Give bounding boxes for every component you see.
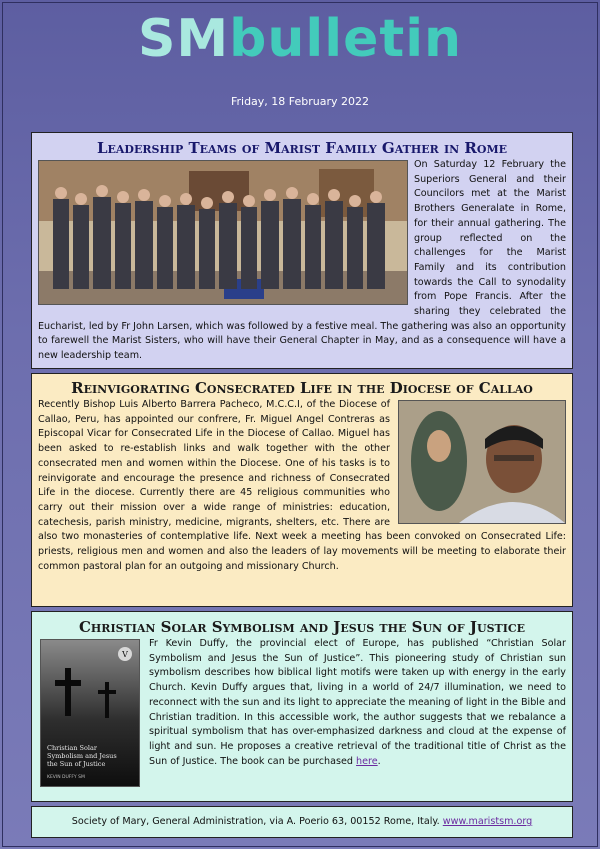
article-title: Christian Solar Symbolism and Jesus the Sun of Justice — [78, 618, 526, 636]
issue-date: Friday, 18 February 2022 — [230, 95, 370, 108]
masthead-bulletin: bulletin — [229, 9, 463, 69]
article-body: Recently Bishop Luis Alberto Barrera Pacheco, M.C.C.I, of the Diocese of Callao, Peru, has appointed our confrere, Fr. Miguel Angel Contreras as Episcopal Vicar for Consecrated Life in the Diocese of Callao. Miguel has been asked to re-establish links and walk together with the other consecrated men and women within the Diocese. One of his tasks is to reinvigorate and encourage the presence and richness of Consecrated Life in the diocese. Currently there are 45 religious communities who carry out their mission over a wide range of ministries: education, catechesis, parish ministry, medicine, migrants, shelters, etc. There are also two monasteries of contemplative life. Next week a meeting has been convoked on Consecrated Life: priests, religious men and women and also the leaders of lay movements will be meeting to elaborate their common pastoral plan for an outgoing and missionary Church. — [38, 399, 566, 572]
article-consecrated-life — [31, 373, 573, 607]
article-title: Leadership Teams of Marist Family Gather in Rome — [96, 139, 508, 157]
website-link[interactable]: www.maristsm.org — [442, 816, 533, 827]
article-body-text: Fr Kevin Duffy, the provincial elect of Europe, has published “Christian Solar Symbolism and Jesus the Sun of Justice”. This pioneering study of Christian sun symbolism describes how biblical light motifs were taken up with energy in the early Church. Kevin Duffy argues that, living in a world of 24/7 illumination, we need to reconnect with the sun and its light to appreciate the meaning of light in the Bible and Christian tradition. In this accessible work, the author suggests that we rebalance a spiritual symbolism that has over-emphasized darkness and cloud at the expense of light and sun. He proposes a creative retrieval of the traditional title of Christ as the Sun of Justice. The book can be purchased — [149, 638, 566, 767]
purchase-link[interactable]: here — [356, 755, 378, 767]
group-photo — [38, 160, 408, 305]
book-cover — [40, 639, 140, 787]
cover-title-line2: Symbolism and Jesus — [47, 752, 117, 760]
cover-author: KEVIN DUFFY SM — [47, 775, 85, 780]
cover-title-line1: Christian Solar — [47, 744, 97, 752]
masthead — [0, 6, 600, 72]
footer — [31, 806, 573, 838]
article-body: On Saturday 12 February the Superiors General and their Councilors met at the Marist Brothers Generalate in Rome, for their annual gathering. The group reflected on the challenges for the Marist Family and its contribution towards the Call to synodality from Pope Francis. After the sharing they celebrated the Eucharist, led by Fr John Larsen, which was followed by a festive meal. The gathering was also an opportunity to farewell the Marist Sisters, who will have their General Chapter in May, and as a consequence will have a new leadership team. — [38, 159, 566, 362]
masthead-sm: SM — [137, 9, 230, 69]
portrait-photo — [398, 400, 566, 524]
cover-badge: V — [122, 650, 128, 659]
footer-address: Society of Mary, General Administration, via A. Poerio 63, 00152 Rome, Italy. — [71, 816, 443, 827]
footer-line — [32, 807, 572, 837]
article-solar-symbolism — [31, 611, 573, 802]
article-leadership-teams — [31, 132, 573, 369]
cover-title-line3: the Sun of Justice — [47, 760, 106, 768]
article-body-tail: . — [377, 755, 381, 767]
article-title: Reinvigorating Consecrated Life in the Diocese of Callao — [71, 379, 533, 397]
